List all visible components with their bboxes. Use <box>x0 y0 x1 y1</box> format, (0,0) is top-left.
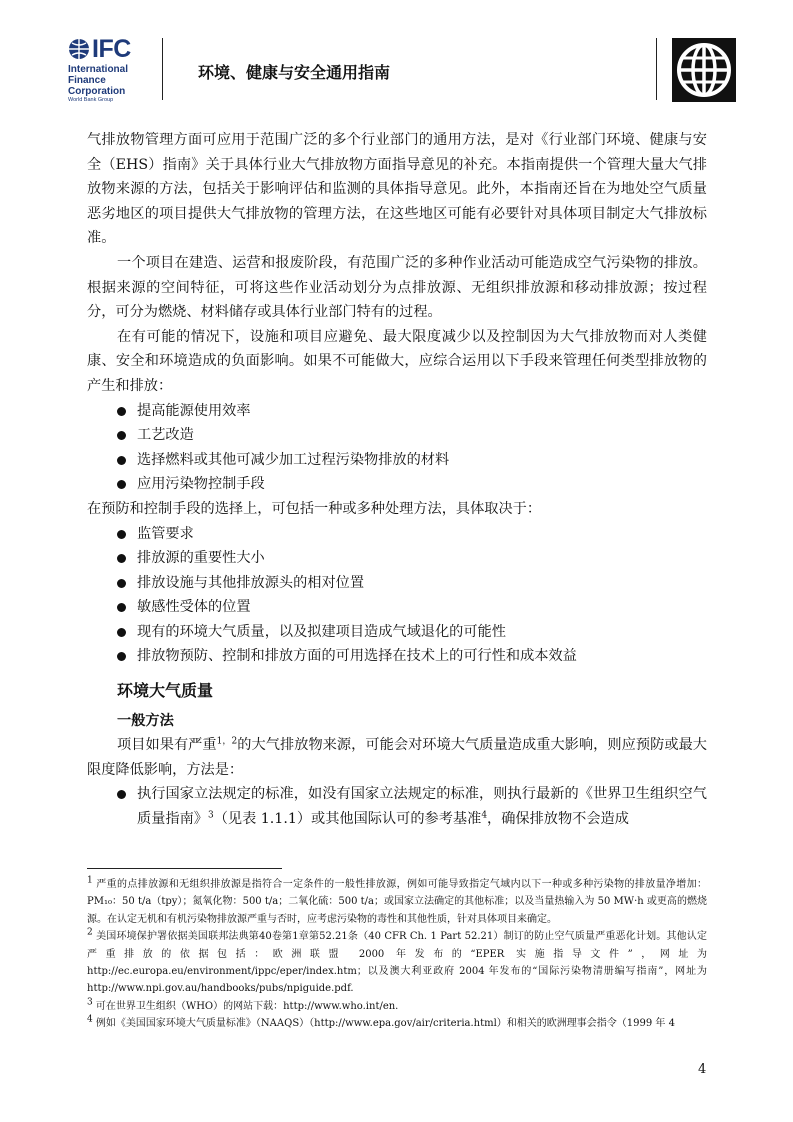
globe-icon <box>68 38 90 60</box>
paragraph-4: 在预防和控制手段的选择上，可包括一种或多种处理方法，具体取决于： <box>87 500 542 517</box>
world-bank-logo-icon <box>672 38 736 102</box>
bullet-icon <box>117 603 126 612</box>
header-divider-left <box>162 38 163 100</box>
footnote-1: $^1$ 严重的点排放源和无组织排放源是指符合一定条件的一般性排放源，例如可能导致指定气域内以下一种或多种污染物的排放量净增加：PM₁₀：50 t/a（tpy）；氮氧化物：500 t/a；二氧化硫：500 t/a；或国家立法确定的其他标准；以及当量热输入为 50 MW·h 或更高的燃烧源。在认定无机和有机污染物排放源严重与否时，应考虑污染物的毒性和其他性质，针对具体项目来确定。 <box>87 875 708 925</box>
footnote-separator <box>87 868 282 869</box>
list-item: 现有的环境大气质量，以及拟建项目造成气域退化的可能性 <box>87 620 707 645</box>
subsection-heading: 一般方法 <box>117 713 174 730</box>
paragraph-5: 项目如果有严重$^{1,2}$的大气排放物来源，可能会对环境大气质量造成重大影响，则应预防或最大限度降低影响，方法是： <box>87 736 707 778</box>
paragraph-1: 气排放物管理方面可应用于范围广泛的多个行业部门的通用方法，是对《行业部门环境、健康与安全（EHS）指南》关于具体行业大气排放物方面指导意见的补充。本指南提供一个管理大量大气排放物来源的方法，包括关于影响评估和监测的具体指导意见。此外，本指南还旨在为地处空气质量恶劣地区的项目提供大气排放物的管理方法，在这些地区可能有必要针对具体项目制定大气排放标准。 <box>87 132 707 247</box>
ifc-line-3: Corporation <box>68 86 126 97</box>
ifc-line-1: International <box>68 64 129 75</box>
list-item: 应用污染物控制手段 <box>87 472 707 497</box>
document-title: 环境、健康与安全通用指南 <box>198 63 391 82</box>
list-item: 选择燃料或其他可减少加工过程污染物排放的材料 <box>87 448 707 473</box>
list-item: 敏感性受体的位置 <box>87 595 707 620</box>
page-number: 4 <box>698 1062 707 1077</box>
bullet-icon <box>117 579 126 588</box>
bullet-icon <box>117 480 126 489</box>
footnotes <box>87 876 707 1033</box>
ifc-logo <box>68 36 150 106</box>
measures-list <box>87 399 707 497</box>
footnote-4: $^4$ 例如《美国国家环境大气质量标准》（NAAQS）（http://www.epa.gov/air/criteria.html）和相关的欧洲理事会指令（1999 年 4 <box>87 1014 675 1030</box>
main-body <box>87 128 707 831</box>
ifc-line-2: Finance <box>68 75 106 86</box>
page-header <box>0 0 793 110</box>
footnote-3: $^3$ 可在世界卫生组织（WHO）的网站下载：http://www.who.int/en. <box>87 997 399 1012</box>
footnote-2: $^2$ 美国环境保护署依据美国联邦法典第40卷第1章第52.21条（40 CFR Ch. 1 Part 52.21）制订的防止空气质量严重恶化计划。其他认定严重排放的依据包括：欧洲联盟 2000 年发布的“EPER 实施指导文件”，网址为 http://ec.europa.eu/environment/ippc/eper/index.htm；以及澳大利亚政府 2004 年发布的“国际污染物清册编写指南”，网址为 http://www.npi.gov.au/handbooks/pubs/npiguide.pdf. <box>87 927 707 995</box>
list-item: 排放源的重要性大小 <box>87 546 707 571</box>
ifc-wordmark: IFC <box>92 35 131 63</box>
ifc-group-label: World Bank Group <box>68 97 114 103</box>
approach-list <box>87 782 707 831</box>
list-item: 排放物预防、控制和排放方面的可用选择在技术上的可行性和成本效益 <box>87 644 707 669</box>
list-item: 执行国家立法规定的标准，如没有国家立法规定的标准，则执行最新的《世界卫生组织空气质量指南》$^3$（见表 1.1.1）或其他国际认可的参考基准$^4$，确保排放物不会造成 <box>87 782 707 831</box>
bullet-icon <box>117 554 126 563</box>
list-item: 监管要求 <box>87 522 707 547</box>
section-heading: 环境大气质量 <box>117 681 214 701</box>
bullet-icon <box>117 790 126 799</box>
header-divider-right <box>656 38 657 100</box>
list-item: 提高能源使用效率 <box>87 399 707 424</box>
paragraph-3: 在有可能的情况下，设施和项目应避免、最大限度减少以及控制因为大气排放物而对人类健康、安全和环境造成的负面影响。如果不可能做大，应综合运用以下手段来管理任何类型排放物的产生和排放： <box>87 328 707 394</box>
criteria-list <box>87 522 707 670</box>
list-item: 工艺改造 <box>87 423 707 448</box>
paragraph-2: 一个项目在建造、运营和报废阶段，有范围广泛的多种作业活动可能造成空气污染物的排放。根据来源的空间特征，可将这些作业活动划分为点排放源、无组织排放源和移动排放源；按过程分，可分为燃烧、材料储存或具体行业部门特有的过程。 <box>87 254 707 321</box>
bullet-icon <box>117 407 126 416</box>
bullet-icon <box>117 652 126 661</box>
list-item: 排放设施与其他排放源头的相对位置 <box>87 571 707 596</box>
bullet-icon <box>117 456 126 465</box>
bullet-icon <box>117 530 126 539</box>
bullet-icon <box>117 628 126 637</box>
bullet-icon <box>117 431 126 440</box>
